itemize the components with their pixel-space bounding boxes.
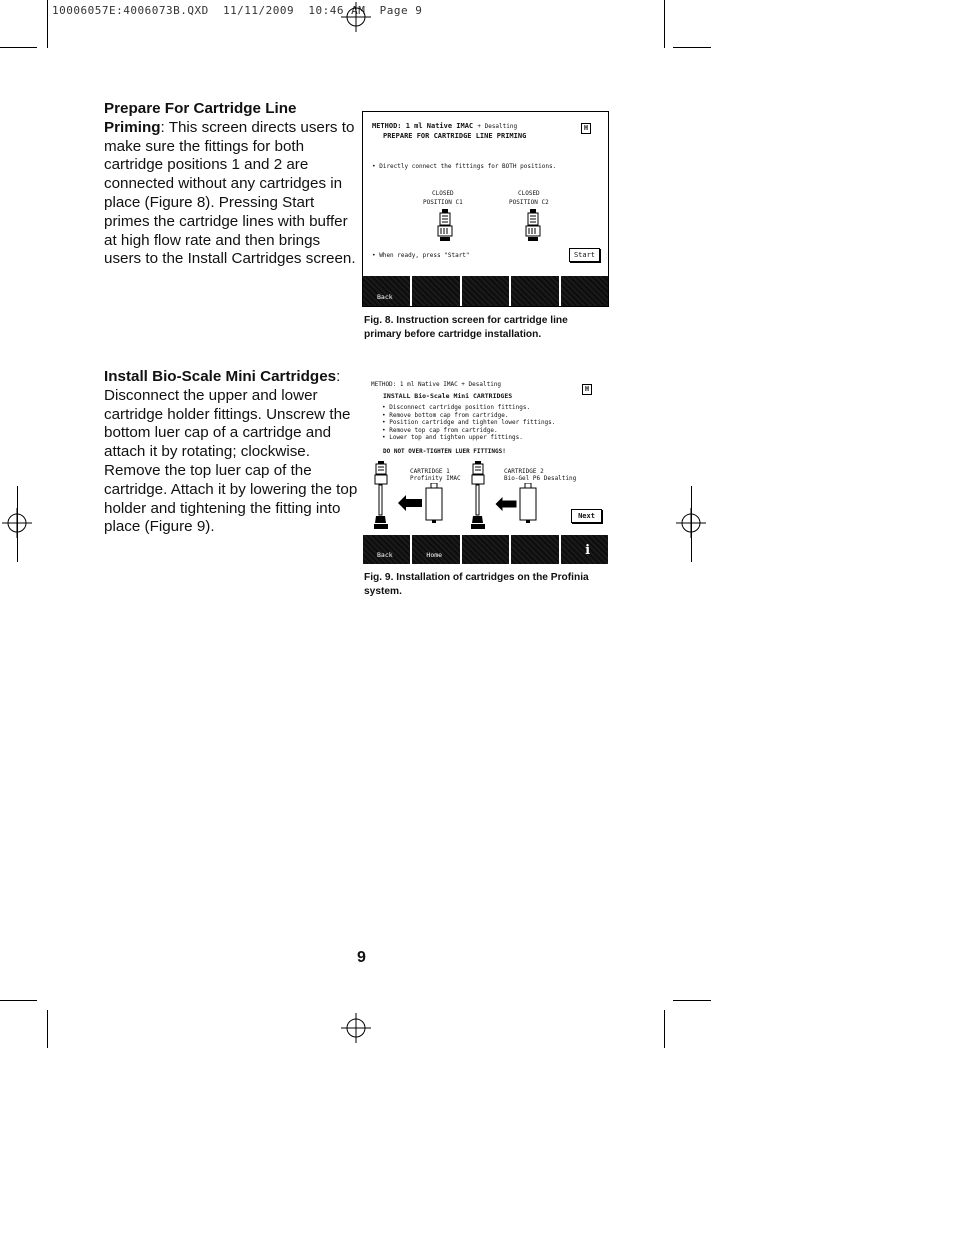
section1-line: cartridge positions 1 and 2 are	[104, 156, 309, 174]
registration-mark-top	[341, 2, 371, 32]
section2-line: cartridge holder fittings. Unscrew the	[104, 405, 351, 423]
fitting-closed-icon	[437, 209, 453, 243]
fig8-method-label: METHOD: 1 ml Native IMAC	[372, 122, 474, 130]
section1-body-first: : This screen directs users to	[160, 118, 355, 136]
arrow-left-icon	[494, 497, 518, 511]
fig9-step: • Position cartridge and tighten lower fittings.	[382, 419, 556, 426]
section1-heading-cont: Priming	[104, 118, 161, 136]
cart1-name: Profinity IMAC	[410, 475, 461, 482]
page-number: 9	[357, 949, 366, 966]
back-button[interactable]	[363, 535, 410, 564]
empty-button[interactable]	[462, 535, 509, 564]
help-icon[interactable]: H	[582, 384, 592, 395]
section2-line: holder and tightening the fitting into	[104, 499, 341, 517]
section2-line: place (Figure 9).	[104, 518, 215, 536]
help-icon[interactable]: H	[581, 123, 591, 134]
cartridge-holder-icon	[470, 461, 486, 531]
fig9-step: • Disconnect cartridge position fittings.	[382, 404, 531, 411]
info-icon: i	[585, 543, 591, 558]
fig9-step: • Remove top cap from cartridge.	[382, 426, 498, 434]
section2-heading: Install Bio-Scale Mini Cartridges	[104, 368, 337, 385]
cart2-title: CARTRIDGE 2	[504, 468, 544, 475]
cart1-title: CARTRIDGE 1	[410, 468, 450, 475]
side-mark-right	[691, 486, 692, 562]
section2-line: bottom luer cap of a cartridge and	[104, 424, 332, 442]
section2-line: Remove the top luer cap of the	[104, 461, 312, 479]
fig9-warning: DO NOT OVER-TIGHTEN LUER FITTINGS!	[383, 448, 506, 455]
fig8-caption-line: primary before cartridge installation.	[364, 329, 542, 340]
cartridge-icon	[424, 483, 444, 523]
section2-heading-suffix: :	[336, 368, 341, 385]
fig8-instruction: • Directly connect the fittings for BOTH positions.	[372, 163, 557, 170]
fig9-caption-line: Fig. 9. Installation of cartridges on the Profinia	[364, 572, 589, 583]
empty-button[interactable]	[511, 276, 558, 306]
section1-line: place (Figure 8). Pressing Start	[104, 193, 315, 211]
fig9-step: • Lower top and tighten upper fittings.	[382, 434, 523, 441]
info-button[interactable]	[561, 535, 608, 564]
fig9-steps	[382, 404, 555, 442]
section1-line: connected without any cartridges in	[104, 175, 343, 193]
fitting-closed-icon	[525, 209, 541, 243]
section1-line: primes the cartridge lines with buffer	[104, 212, 348, 230]
section2-line: cartridge. Attach it by lowering the top	[104, 480, 358, 498]
fig8-pos2-label: POSITION C2	[509, 199, 549, 206]
registration-mark-bottom	[341, 1013, 371, 1043]
empty-button[interactable]	[511, 535, 558, 564]
home-button-label: Home	[426, 551, 443, 559]
empty-button[interactable]	[462, 276, 509, 306]
side-mark-left	[17, 486, 18, 562]
section1-line: make sure the fittings for both	[104, 137, 305, 155]
back-button-label: Back	[377, 293, 393, 301]
fig9-screen	[362, 376, 609, 565]
file-slug: 10006057E:4006073B.QXD 11/11/2009 10:46 AM Page 9	[52, 4, 423, 17]
cartridge-holder-icon	[373, 461, 389, 531]
empty-button[interactable]	[561, 276, 608, 306]
fig8-ready-text: • When ready, press "Start"	[372, 252, 470, 259]
fig9-button-bar	[363, 535, 608, 564]
home-button[interactable]	[412, 535, 459, 564]
cart2-name: Bio-Gel P6 Desalting	[504, 475, 577, 482]
section2-line: attach it by rotating; clockwise.	[104, 443, 310, 461]
back-button-label: Back	[377, 551, 393, 559]
fig9-method-label: METHOD: 1 ml Native IMAC + Desalting	[371, 381, 502, 388]
fig9-step: • Remove bottom cap from cartridge.	[382, 411, 509, 419]
fig8-pos2-state: CLOSED	[518, 190, 540, 197]
fig8-caption	[364, 314, 614, 342]
fig8-title: PREPARE FOR CARTRIDGE LINE PRIMING	[383, 132, 527, 140]
fig9-caption	[364, 571, 614, 599]
cartridge-icon	[518, 483, 538, 523]
fig8-button-bar	[363, 276, 608, 306]
section2-line: Disconnect the upper and lower	[104, 386, 318, 404]
fig8-pos1-label: POSITION C1	[423, 199, 463, 206]
empty-button[interactable]	[412, 276, 459, 306]
section-install-cartridges	[104, 368, 364, 537]
section1-line: at high flow rate and then brings	[104, 231, 321, 249]
fig9-title: INSTALL Bio-Scale Mini CARTRIDGES	[383, 392, 513, 400]
start-button[interactable]: Start	[569, 248, 600, 262]
back-button[interactable]	[363, 276, 410, 306]
section1-heading: Prepare For Cartridge Line	[104, 100, 297, 117]
section1-line: users to the Install Cartridges screen.	[104, 250, 356, 268]
fig8-pos1-state: CLOSED	[432, 190, 454, 197]
arrow-left-icon	[398, 495, 422, 511]
fig8-caption-line: Fig. 8. Instruction screen for cartridge line	[364, 315, 568, 326]
fig8-method-suffix: + Desalting	[477, 123, 518, 130]
next-button[interactable]: Next	[571, 509, 602, 523]
fig8-screen	[362, 111, 609, 307]
fig9-caption-line: system.	[364, 586, 402, 597]
section-prepare-priming	[104, 100, 364, 269]
